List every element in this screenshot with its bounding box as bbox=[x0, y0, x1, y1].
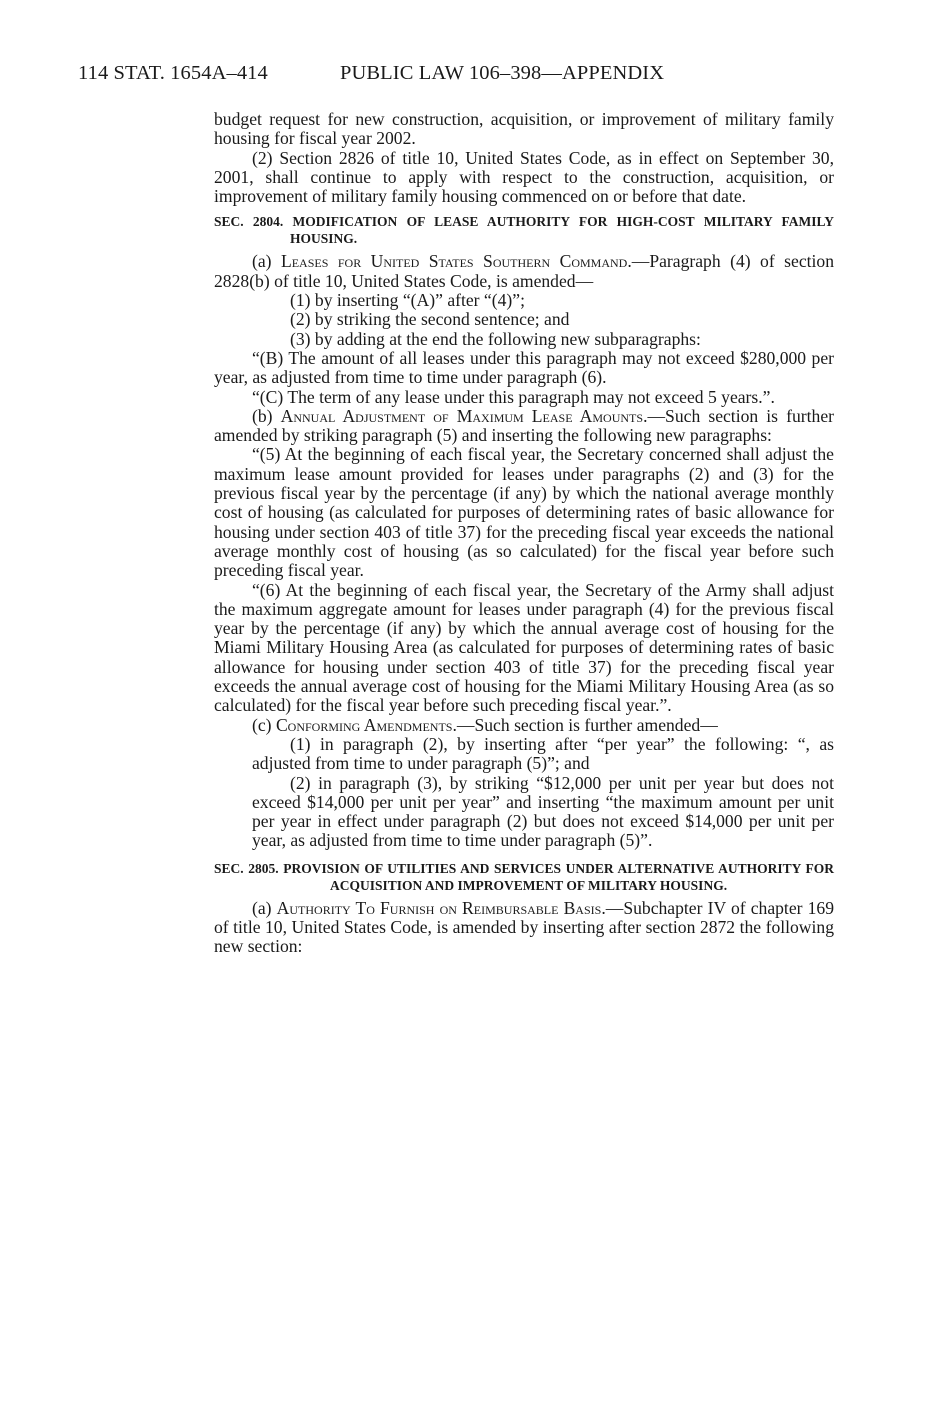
subsection-c bbox=[214, 716, 834, 735]
subsection-label: (b) bbox=[252, 405, 281, 426]
subsection-text: .—Paragraph (4) of section 2828(b) of title 10, United States Code, is amended— bbox=[214, 251, 834, 291]
subsection-text: .—Such section is further amended by striking paragraph (5) and inserting the following new paragraphs: bbox=[214, 405, 834, 446]
subsection-label: (a) bbox=[252, 251, 281, 272]
subsection-caption: Annual Adjustment of Maximum Lease Amounts bbox=[280, 405, 644, 426]
subsection-label: (c) bbox=[252, 714, 276, 735]
page-header bbox=[78, 62, 664, 85]
section-2805-heading: SEC. 2805. PROVISION OF UTILITIES AND SERVICES UNDER ALTERNATIVE AUTHORITY FOR ACQUISITION AND IMPROVEMENT OF MILITARY HOUSING. bbox=[214, 860, 834, 893]
subsection-caption: Leases for United States Southern Command bbox=[280, 251, 628, 272]
subsection-b bbox=[214, 407, 834, 446]
subsection-text: .—Subchapter IV of chapter 169 of title 10, United States Code, is amended by inserting after section 2872 the following new section: bbox=[214, 897, 835, 957]
quoted-paragraph-5: “(5) At the beginning of each fiscal year, the Secretary concerned shall adjust the maximum lease amount provided for leases under paragraphs (2) and (3) for the previous fiscal year by the percentage (if any) by which the national average monthly cost of housing (as calculated for purposes of determining rates of basic allowance for housing under section 403 of title 37) for the preceding fiscal year exceeds the national average monthly cost of housing (as so calculated) for the fiscal year before such preceding fiscal year. bbox=[214, 444, 834, 581]
clause-a1: (1) by inserting “(A)” after “(4)”; bbox=[290, 290, 525, 311]
subsection-a bbox=[214, 252, 834, 291]
stat-citation: 114 STAT. 1654A–414 bbox=[78, 62, 268, 84]
section-2805-subsection-a bbox=[214, 899, 834, 957]
clause-a3: (3) by adding at the end the following new subparagraphs: bbox=[290, 328, 701, 349]
section-2804-heading: SEC. 2804. MODIFICATION OF LEASE AUTHORITY FOR HIGH-COST MILITARY FAMILY HOUSING. bbox=[214, 214, 834, 247]
quoted-paragraph-6: “(6) At the beginning of each fiscal year, the Secretary of the Army shall adjust the maximum aggregate amount for leases under paragraph (4) for the previous fiscal year by the percentage (if any) by which the annual average cost of housing for the Miami Military Housing Area (as calculated for purposes of determining rates of basic allowance for housing under section 403 of title 37) for the preceding fiscal year exceeds the annual average cost of housing for the Miami Military Housing Area (as so calculated) for the fiscal year before such preceding fiscal year.”. bbox=[214, 579, 834, 716]
continued-paragraph: budget request for new construction, acquisition, or improvement of military family housing for fiscal year 2002. bbox=[214, 109, 834, 149]
subsection-caption: Conforming Amendments bbox=[275, 714, 453, 735]
clause-c1: (1) in paragraph (2), by inserting after “per year” the following: “, as adjusted from time to under paragraph (5)”; and bbox=[252, 733, 834, 774]
subsection-text: .—Such section is further amended— bbox=[452, 714, 718, 735]
clause-c2: (2) in paragraph (3), by striking “$12,000 per unit per year but does not exceed $14,000 per unit per year” and inserting “the maximum amount per unit per year in effect under paragraph (2) but does not exceed $14,000 per unit per year, as adjusted from time to time under paragraph (5)”. bbox=[252, 772, 834, 851]
law-title: PUBLIC LAW 106–398—APPENDIX bbox=[340, 62, 665, 84]
subsection-caption: Authority To Furnish on Reimbursable Basis bbox=[276, 897, 602, 918]
quoted-subparagraph-b: “(B) The amount of all leases under this paragraph may not exceed $280,000 per year, as adjusted from time to time under paragraph (6). bbox=[214, 347, 834, 388]
subsection-label: (a) bbox=[252, 897, 277, 918]
document-body bbox=[214, 110, 834, 957]
quoted-subparagraph-c: “(C) The term of any lease under this paragraph may not exceed 5 years.”. bbox=[252, 386, 775, 407]
paragraph-2: (2) Section 2826 of title 10, United States Code, as in effect on September 30, 2001, shall continue to apply with respect to the construction, acquisition, or improvement of military family housing commenced on or before that date. bbox=[214, 147, 834, 207]
clause-a2: (2) by striking the second sentence; and bbox=[290, 309, 570, 330]
